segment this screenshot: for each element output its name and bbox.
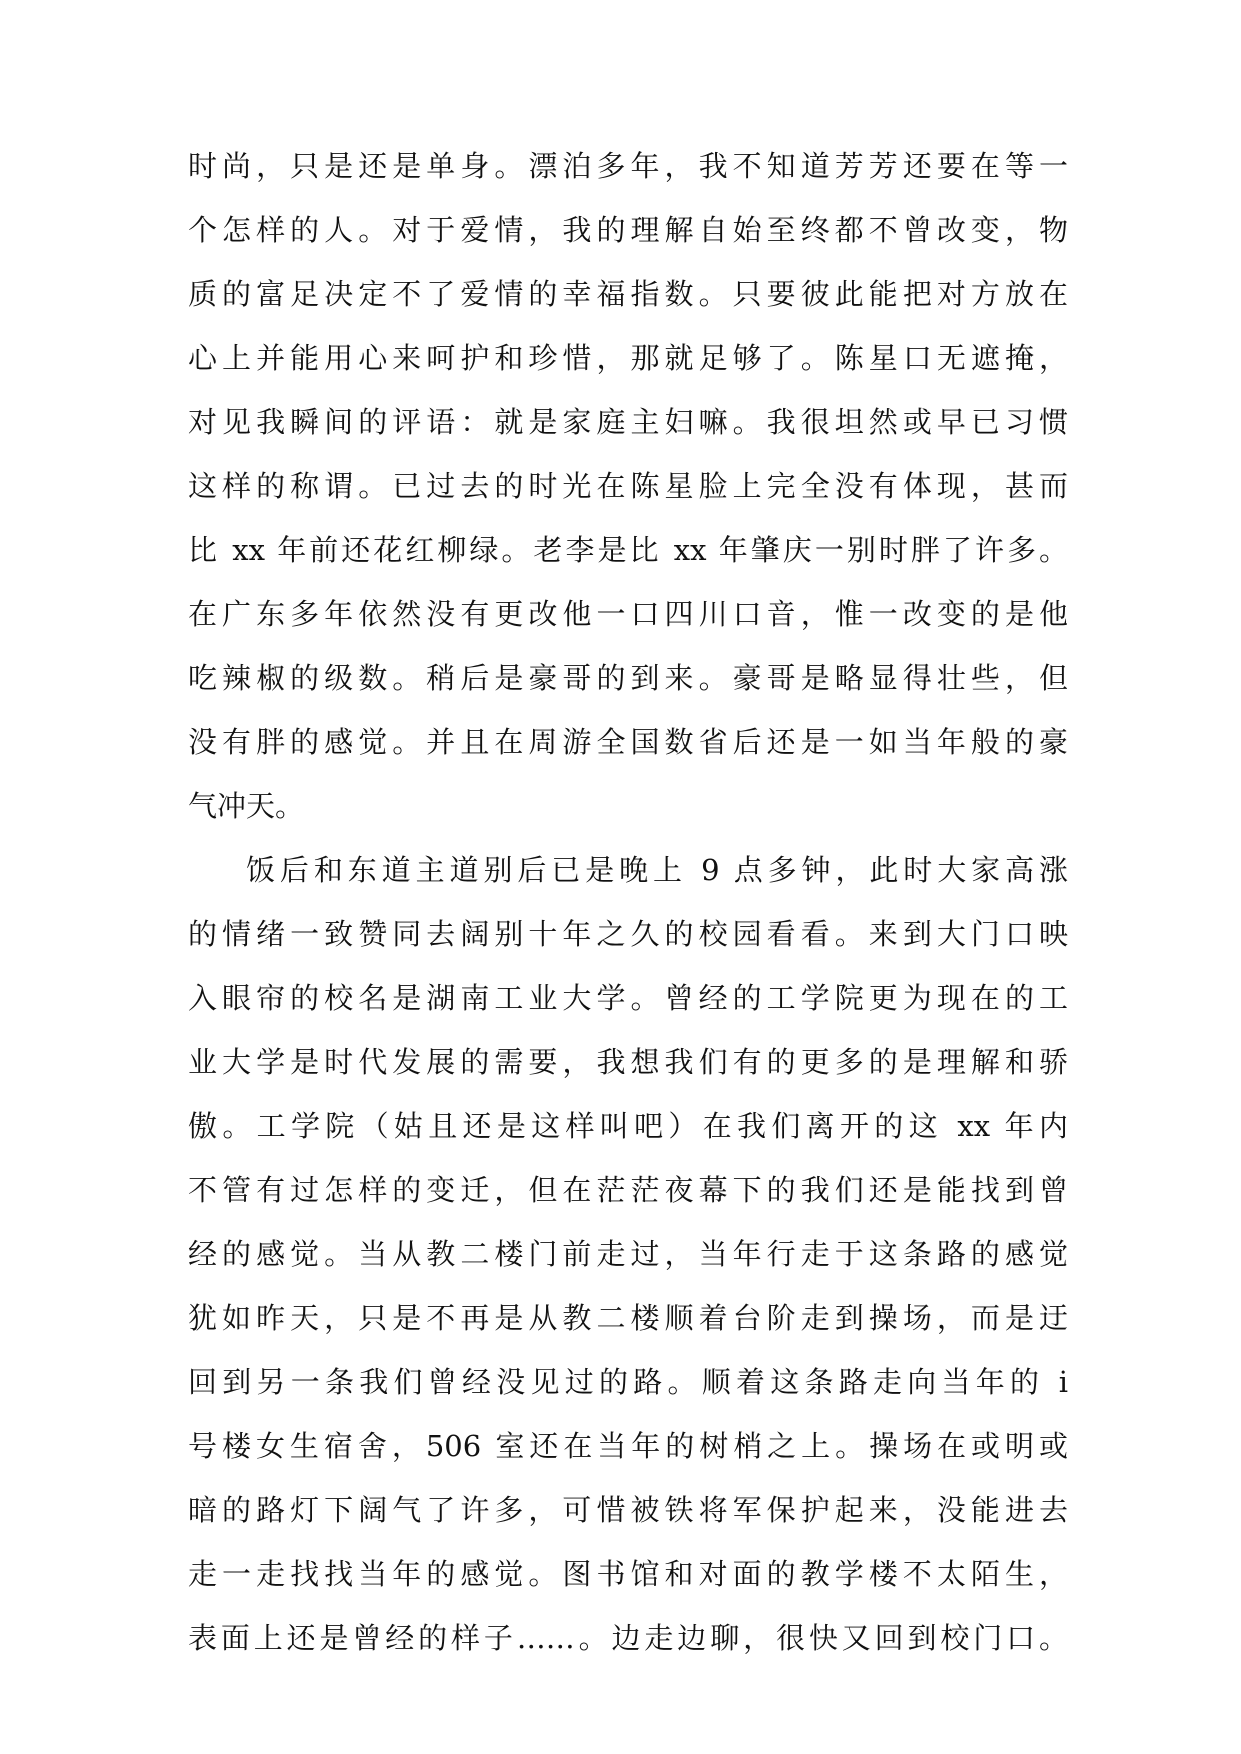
text-line: 气冲天。 — [188, 789, 305, 823]
text-line: 这样的称谓。已过去的时光在陈星脸上完全没有体现，甚而 — [188, 469, 1068, 503]
text-line: 比 xx 年前还花红柳绿。老李是比 xx 年肇庆一别时胖了许多。 — [188, 533, 1068, 567]
paragraph-2 — [188, 850, 1068, 1658]
text-line: 质的富足决定不了爱情的幸福指数。只要彼此能把对方放在 — [188, 277, 1068, 311]
text-line: 傲。工学院（姑且还是这样叫吧）在我们离开的这 xx 年内 — [188, 1109, 1068, 1143]
text-line: 表面上还是曾经的样子……。边走边聊，很快又回到校门口。 — [188, 1621, 1068, 1655]
text-line: 心上并能用心来呵护和珍惜，那就足够了。陈星口无遮掩， — [188, 341, 1068, 375]
text-line: 吃辣椒的级数。稍后是豪哥的到来。豪哥是略显得壮些，但 — [188, 661, 1068, 695]
text-line: 犹如昨天，只是不再是从教二楼顺着台阶走到操场，而是迂 — [188, 1301, 1068, 1335]
text-line: 业大学是时代发展的需要，我想我们有的更多的是理解和骄 — [188, 1045, 1068, 1079]
text-line: 个怎样的人。对于爱情，我的理解自始至终都不曾改变，物 — [188, 213, 1068, 247]
paragraph-1 — [188, 146, 1068, 826]
text-line: 饭后和东道主道别后已是晚上 9 点多钟，此时大家高涨 — [246, 853, 1068, 887]
text-line: 没有胖的感觉。并且在周游全国数省后还是一如当年般的豪 — [188, 725, 1068, 759]
text-line: 经的感觉。当从教二楼门前走过，当年行走于这条路的感觉 — [188, 1237, 1068, 1271]
text-line: 入眼帘的校名是湖南工业大学。曾经的工学院更为现在的工 — [188, 981, 1068, 1015]
text-line: 不管有过怎样的变迁，但在茫茫夜幕下的我们还是能找到曾 — [188, 1173, 1068, 1207]
text-line: 对见我瞬间的评语：就是家庭主妇嘛。我很坦然或早已习惯 — [188, 405, 1068, 439]
text-line: 号楼女生宿舍，506 室还在当年的树梢之上。操场在或明或 — [188, 1429, 1068, 1463]
text-line: 的情绪一致赞同去阔别十年之久的校园看看。来到大门口映 — [188, 917, 1068, 951]
text-line: 暗的路灯下阔气了许多，可惜被铁将军保护起来，没能进去 — [188, 1493, 1068, 1527]
text-line: 回到另一条我们曾经没见过的路。顺着这条路走向当年的 i — [188, 1365, 1068, 1399]
text-line: 时尚，只是还是单身。漂泊多年，我不知道芳芳还要在等一 — [188, 149, 1068, 183]
text-line: 在广东多年依然没有更改他一口四川口音，惟一改变的是他 — [188, 597, 1068, 631]
text-line: 走一走找找当年的感觉。图书馆和对面的教学楼不太陌生， — [188, 1557, 1068, 1591]
body-text — [188, 146, 1068, 1682]
